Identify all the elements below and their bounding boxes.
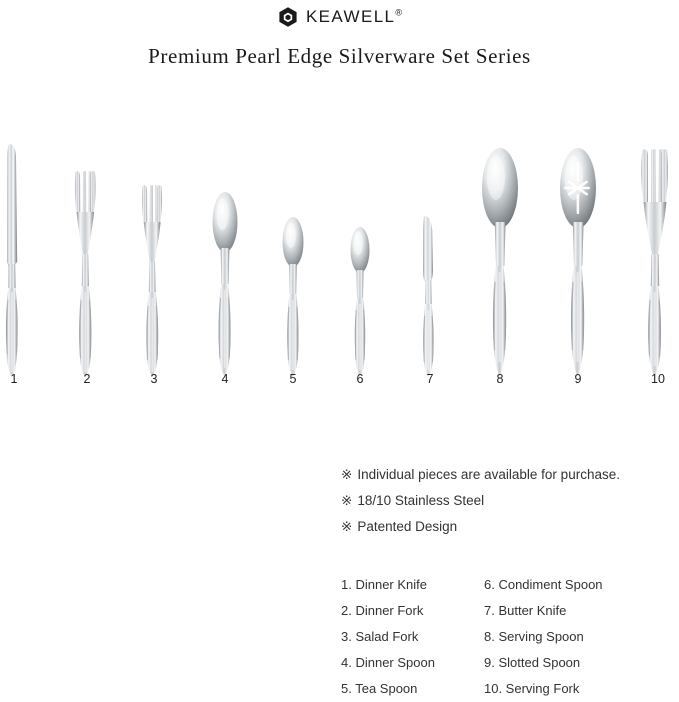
- note-item: [341, 514, 671, 540]
- reference-mark-icon: ※: [341, 493, 353, 508]
- note-item: [341, 488, 671, 514]
- utensil-number-5: 5: [289, 372, 297, 386]
- utensil-dinner-fork: [70, 168, 104, 380]
- utensil-slotted-spoon: [554, 146, 602, 380]
- utensil-number-1: 1: [10, 372, 18, 386]
- legend-item: 4. Dinner Spoon: [341, 655, 435, 670]
- hexagon-logo-icon: [277, 6, 299, 28]
- utensil-number-6: 6: [356, 372, 364, 386]
- utensil-number-7: 7: [426, 372, 434, 386]
- legend-column-left: [341, 572, 484, 702]
- legend-item: 1. Dinner Knife: [341, 577, 427, 592]
- legend-item: 8. Serving Spoon: [484, 629, 584, 644]
- registered-trademark-icon: ®: [395, 7, 403, 18]
- utensil-salad-fork: [138, 182, 170, 380]
- brand-name-text: KEAWELL: [305, 7, 396, 26]
- legend-item: 9. Slotted Spoon: [484, 655, 581, 670]
- utensil-number-10: 10: [651, 372, 665, 386]
- utensil-serving-spoon: [476, 146, 524, 380]
- utensil-condiment-spoon: [345, 224, 375, 380]
- legend-item: 3. Salad Fork: [341, 629, 419, 644]
- utensil-tea-spoon: [277, 214, 309, 380]
- utensil-number-8: 8: [496, 372, 504, 386]
- legend-item: 2. Dinner Fork: [341, 603, 424, 618]
- utensil-dinner-spoon: [207, 188, 243, 380]
- utensil-number-labels: [0, 372, 679, 390]
- product-notes: [341, 462, 671, 540]
- legend-column-right: [484, 572, 671, 702]
- brand-name: [306, 7, 402, 27]
- utensil-serving-fork: [636, 146, 679, 380]
- page-title: Premium Pearl Edge Silverware Set Series: [148, 44, 531, 68]
- brand-header: [0, 6, 679, 28]
- utensil-lineup: [0, 118, 679, 380]
- reference-mark-icon: ※: [341, 467, 353, 482]
- utensil-number-9: 9: [574, 372, 582, 386]
- reference-mark-icon: ※: [341, 519, 353, 534]
- legend-item: 5. Tea Spoon: [341, 681, 418, 696]
- legend-item: 10. Serving Fork: [484, 681, 580, 696]
- utensil-number-2: 2: [83, 372, 91, 386]
- utensil-number-3: 3: [150, 372, 158, 386]
- legend-item: 7. Butter Knife: [484, 603, 567, 618]
- legend-item: 6. Condiment Spoon: [484, 577, 603, 592]
- utensil-number-4: 4: [221, 372, 229, 386]
- note-text: Patented Design: [357, 519, 458, 534]
- note-item: [341, 462, 671, 488]
- utensil-dinner-knife: [0, 142, 28, 380]
- note-text: 18/10 Stainless Steel: [357, 493, 485, 508]
- utensil-butter-knife: [415, 212, 445, 380]
- note-text: Individual pieces are available for purchase.: [357, 467, 620, 482]
- utensil-legend: [341, 572, 671, 702]
